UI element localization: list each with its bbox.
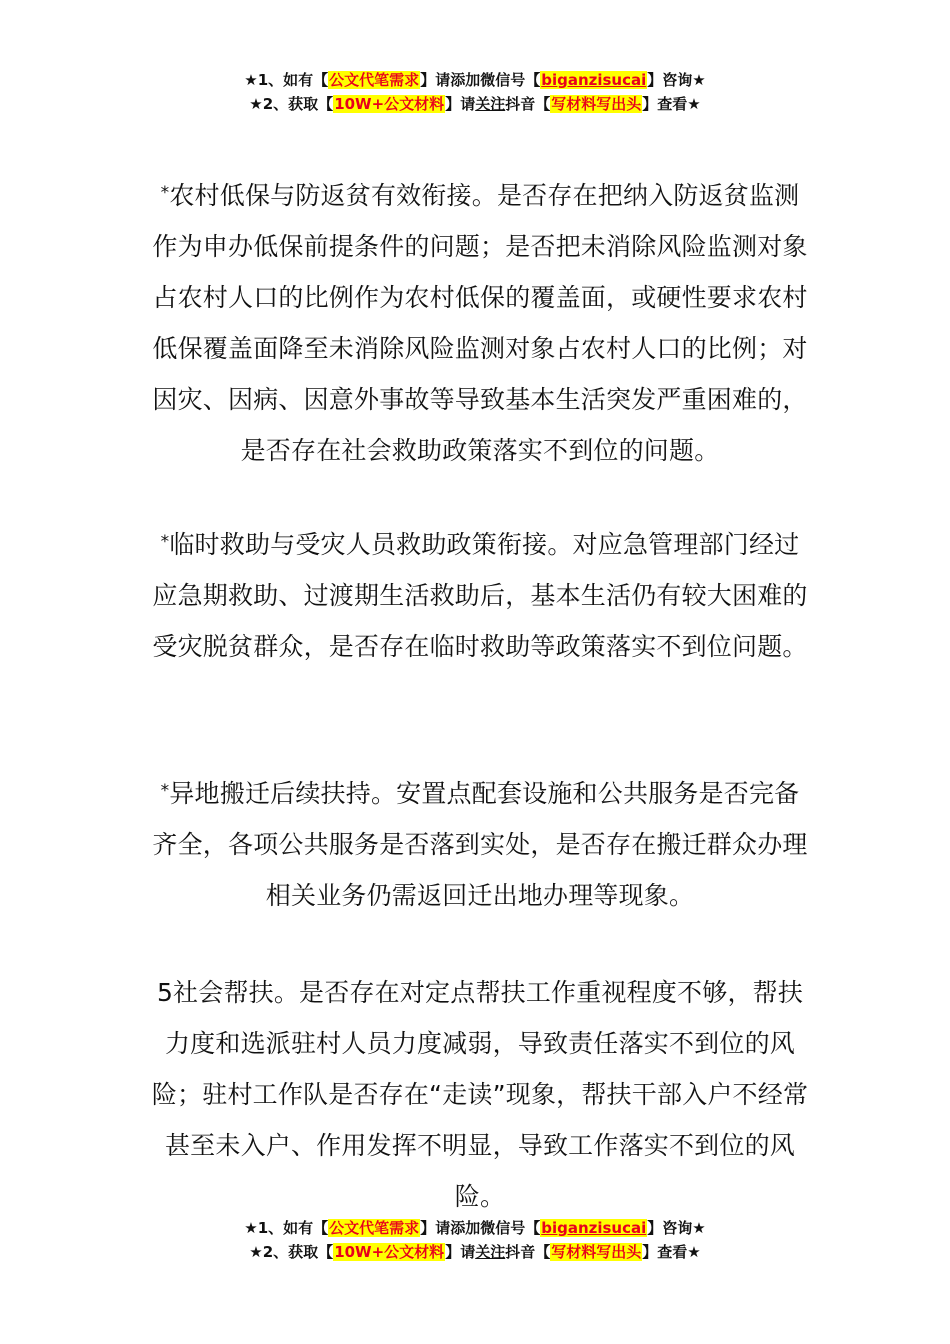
highlight-douyin-account: 写材料写出头 [551, 1243, 642, 1261]
wechat-id-link[interactable]: biganzisucai [541, 1219, 647, 1237]
highlight-writing-service: 公文代笔需求 [329, 71, 420, 89]
highlight-writing-service: 公文代笔需求 [329, 1219, 420, 1237]
bullet-marker: * [160, 183, 170, 203]
highlight-douyin-account: 写材料写出头 [551, 95, 642, 113]
follow-text: 关注 [475, 95, 506, 113]
banner-line-1: ★1、如有【公文代笔需求】请添加微信号【biganzisucai】咨询★ [244, 71, 706, 89]
paragraph-text: 临时救助与受灾人员救助政策衔接。对应急管理部门经过应急期救助、过渡期生活救助后，基本生活仍有较大困难的受灾脱贫群众，是否存在临时救助等政策落实不到位问题。 [152, 530, 808, 661]
paragraph-social-assistance [150, 967, 810, 1222]
paragraph-text: 农村低保与防返贫有效衔接。是否存在把纳入防返贫监测作为申办低保前提条件的问题；是否把未消除风险监测对象占农村人口的比例作为农村低保的覆盖面，或硬性要求农村低保覆盖面降至未消除风险监测对象占农村人口的比例；对因灾、因病、因意外事故等导致基本生活突发严重困难的，是否存在社会救助政策落实不到位的问题。 [152, 181, 808, 465]
wechat-id-link[interactable]: biganzisucai [541, 71, 647, 89]
header-banner [0, 68, 950, 116]
banner-line-2: ★2、获取【10W+公文材料】请关注抖音【写材料写出头】查看★ [249, 95, 701, 113]
paragraph-temporary-relief [150, 519, 810, 672]
highlight-materials: 10W+公文材料 [334, 1243, 445, 1261]
paragraph-text: 社会帮扶。是否存在对定点帮扶工作重视程度不够，帮扶力度和选派驻村人员力度减弱，导致责任落实不到位的风险；驻村工作队是否存在“走读”现象，帮扶干部入户不经常甚至未入户、作用发挥不明显，导致工作落实不到位的风险。 [151, 978, 809, 1211]
paragraph-relocation-support [150, 768, 810, 921]
bullet-marker: * [160, 532, 170, 552]
banner-line-1: ★1、如有【公文代笔需求】请添加微信号【biganzisucai】咨询★ [244, 1219, 706, 1237]
highlight-materials: 10W+公文材料 [334, 95, 445, 113]
bullet-marker: * [160, 781, 170, 801]
paragraph-text: 异地搬迁后续扶持。安置点配套设施和公共服务是否完备齐全，各项公共服务是否落到实处，是否存在搬迁群众办理相关业务仍需返回迁出地办理等现象。 [152, 779, 808, 910]
paragraph-rural-subsistence [150, 170, 810, 476]
footer-banner [0, 1216, 950, 1264]
banner-line-2: ★2、获取【10W+公文材料】请关注抖音【写材料写出头】查看★ [249, 1243, 701, 1261]
follow-text: 关注 [475, 1243, 506, 1261]
section-number: 5 [156, 978, 174, 1007]
